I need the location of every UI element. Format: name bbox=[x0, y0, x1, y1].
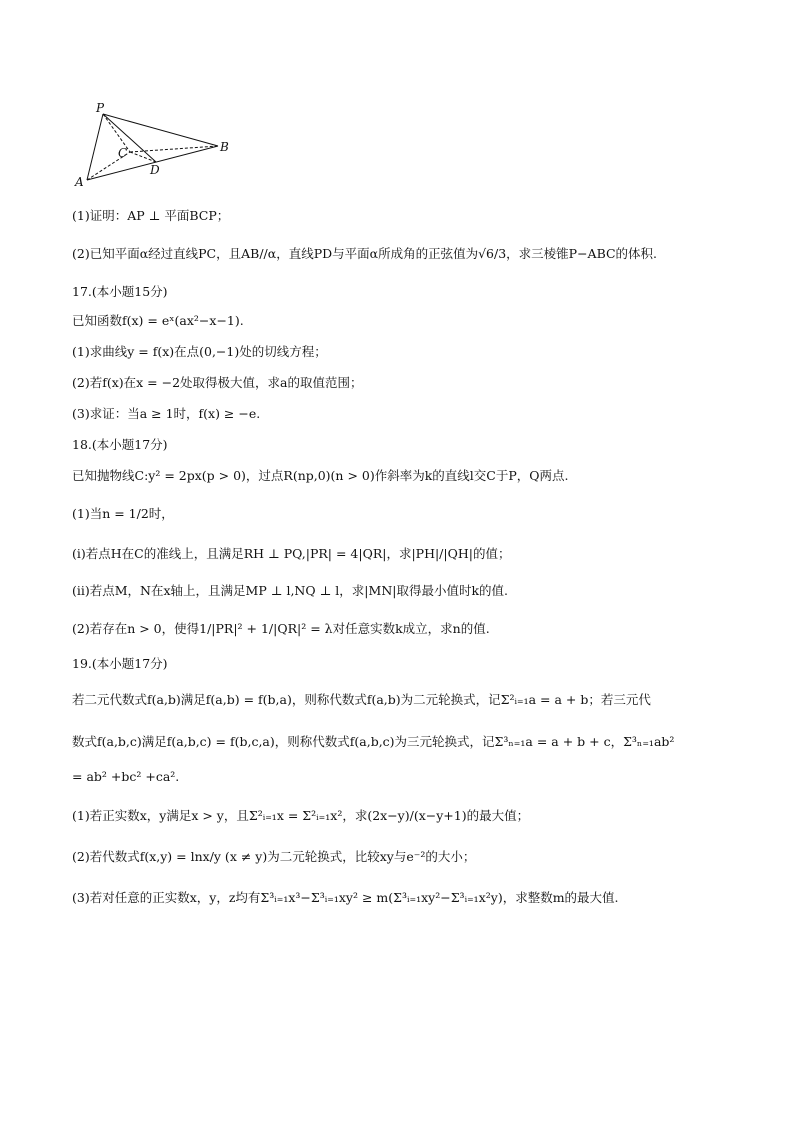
label-A: A bbox=[75, 175, 84, 189]
label-D: D bbox=[150, 163, 160, 177]
label-B: B bbox=[220, 140, 229, 154]
q18-part1-i: (i)若点H在C的准线上，且满足RH ⊥ PQ,|PR| = 4|QR|，求|PH|/|QH|的值； bbox=[72, 546, 511, 561]
q19-header: 19.(本小题17分) bbox=[72, 656, 168, 671]
q18-header: 18.(本小题17分) bbox=[72, 437, 168, 452]
edge-PA bbox=[87, 114, 103, 180]
q18-stem: 已知抛物线C:y² = 2px(p > 0)，过点R(np,0)(n > 0)作斜率为k的直线l交C于P，Q两点. bbox=[72, 468, 569, 483]
q17-part1: (1)求曲线y = f(x)在点(0,−1)处的切线方程； bbox=[72, 344, 327, 359]
q18-part1-ii: (ii)若点M，N在x轴上，且满足MP ⊥ l,NQ ⊥ l，求|MN|取得最小值时k的值. bbox=[72, 583, 509, 598]
q17-part2: (2)若f(x)在x = −2处取得极大值，求a的取值范围； bbox=[72, 375, 363, 390]
q18-part1: (1)当n = 1/2时， bbox=[72, 506, 174, 521]
edge-CD bbox=[130, 152, 156, 162]
q16-part2: (2)已知平面α经过直线PC，且AB//α，直线PD与平面α所成角的正弦值为√6/3，求三棱锥P−ABC的体积. bbox=[72, 246, 658, 261]
q17-header: 17.(本小题15分) bbox=[72, 284, 168, 299]
q19-part1: (1)若正实数x，y满足x > y，且Σ²ᵢ₌₁x = Σ²ᵢ₌₁x²，求(2x−y)/(x−y+1)的最大值； bbox=[72, 808, 530, 823]
label-P: P bbox=[96, 101, 105, 115]
pyramid-figure bbox=[70, 100, 240, 190]
label-C: C bbox=[118, 146, 128, 160]
q16-part1: (1)证明：AP ⊥ 平面BCP； bbox=[72, 208, 230, 223]
q19-part3: (3)若对任意的正实数x，y，z均有Σ³ᵢ₌₁x³−Σ³ᵢ₌₁xy² ≥ m(Σ³ᵢ₌₁xy²−Σ³ᵢ₌₁x²y)，求整数m的最大值. bbox=[72, 890, 619, 905]
q19-stem-line1: 若二元代数式f(a,b)满足f(a,b) = f(b,a)，则称代数式f(a,b)为二元轮换式，记Σ²ᵢ₌₁a = a + b；若三元代 bbox=[72, 692, 651, 707]
q19-part2: (2)若代数式f(x,y) = lnx/y (x ≠ y)为二元轮换式，比较xy与e⁻²的大小； bbox=[72, 849, 476, 864]
q19-stem-line3: = ab² +bc² +ca². bbox=[72, 769, 180, 784]
q19-stem-line2: 数式f(a,b,c)满足f(a,b,c) = f(b,c,a)，则称代数式f(a,b,c)为三元轮换式，记Σ³ₙ₌₁a = a + b + c，Σ³ₙ₌₁ab² bbox=[72, 734, 675, 749]
q18-part2: (2)若存在n > 0，使得1/|PR|² + 1/|QR|² = λ对任意实数k成立，求n的值. bbox=[72, 621, 490, 636]
q17-stem: 已知函数f(x) = eˣ(ax²−x−1). bbox=[72, 313, 244, 328]
q17-part3: (3)求证：当a ≥ 1时，f(x) ≥ −e. bbox=[72, 406, 261, 421]
